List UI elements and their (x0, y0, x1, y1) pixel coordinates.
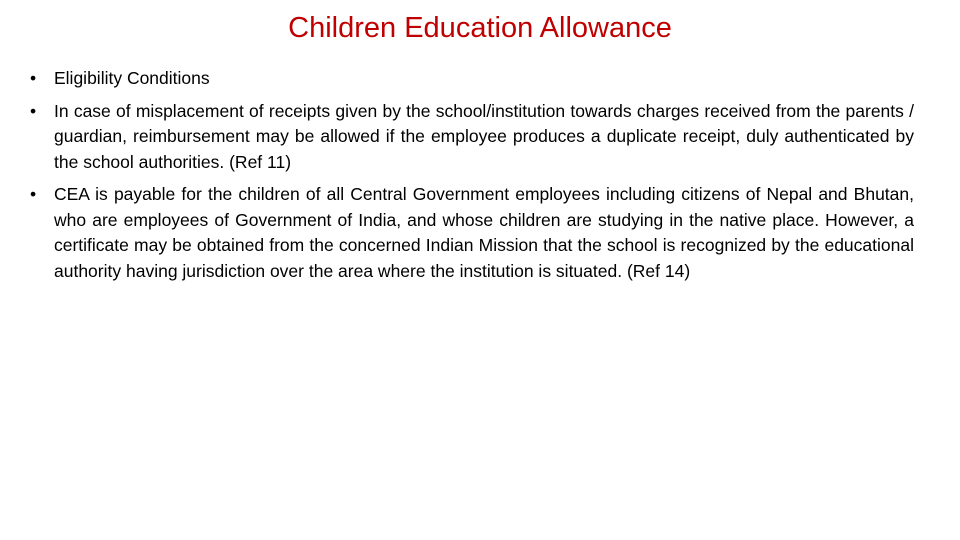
bullet-list (30, 66, 914, 291)
bullet-icon: • (30, 184, 37, 204)
bullet-item-cea-payable (30, 182, 914, 284)
bullet-icon: • (30, 100, 37, 121)
bullet-text: In case of misplacement of receipts given by the school/institution towards charges received from the parents / guardian, reimbursement may be allowed if the employee produces a duplicate receipt, duly authenticated by the school authorities. (Ref 11) (54, 100, 914, 172)
bullet-item-misplacement (30, 99, 914, 176)
bullet-icon: • (30, 68, 37, 88)
bullet-text: CEA is payable for the children of all Central Government employees including citizens of Nepal and Bhutan, who are employees of Government of India, and whose children are studying in the native place. However, a certificate may be obtained from the concerned Indian Mission that the school is recognized by the educational authority having jurisdiction over the area where the institution is situated. (Ref 14) (54, 184, 914, 281)
bullet-item-eligibility (30, 66, 914, 92)
slide-title: Children Education Allowance (288, 12, 672, 44)
bullet-text: Eligibility Conditions (54, 68, 210, 88)
